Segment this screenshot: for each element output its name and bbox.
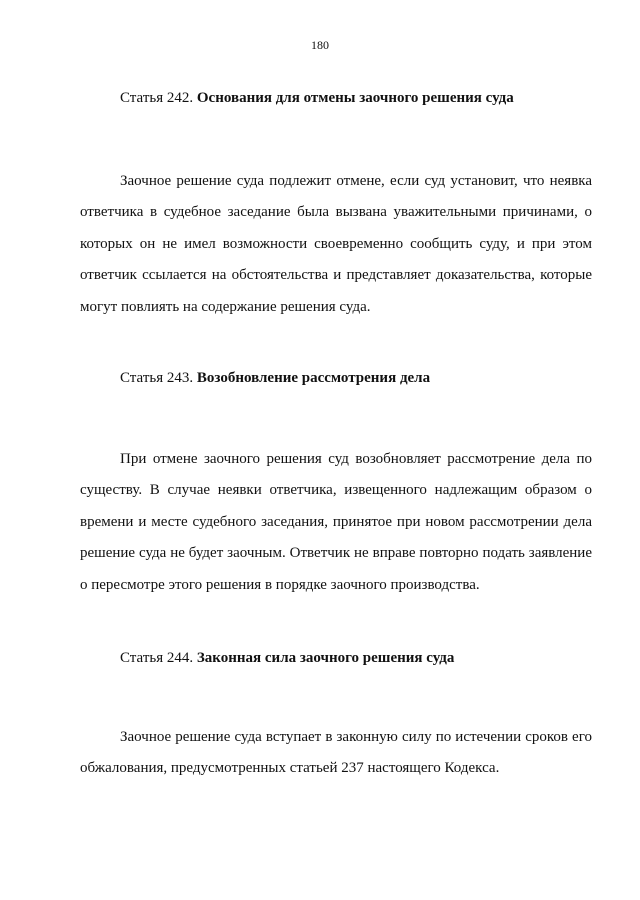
article-text: При отмене заочного решения суд возобновляет рассмотрение дела по существу. В случае неявки ответчика, извещенного надлежащим образом о времени и месте судебного заседания, принятое при новом рассмотрении дела решение суда не будет заочным. Ответчик не вправе повторно подать заявление о пересмотре этого решения в порядке заочного производства. (80, 451, 592, 593)
page-number: 180 (311, 38, 329, 52)
article-label: Статья 244. (120, 650, 194, 666)
article-title: Законная сила заочного решения суда (196, 650, 455, 666)
article-heading (0, 368, 640, 388)
article-text: Заочное решение суда подлежит отмене, если суд установит, что неявка ответчика в судебное заседание была вызвана уважительными причинами, о которых он не имел возможности своевременно сообщить суду, и при этом ответчик ссылается на обстоятельства и представляет доказательства, которые могут повлиять на содержание решения суда. (80, 173, 592, 315)
article-title: Возобновление рассмотрения дела (196, 370, 431, 386)
article-heading (0, 648, 640, 668)
article-label: Статья 243. (120, 370, 194, 386)
article-title: Основания для отмены заочного решения суда (196, 90, 514, 106)
article-244 (0, 648, 640, 785)
article-text: Заочное решение суда вступает в законную силу по истечении сроков его обжалования, предусмотренных статьей 237 настоящего Кодекса. (80, 729, 592, 777)
article-242 (0, 88, 640, 323)
article-243 (0, 368, 640, 601)
article-label: Статья 242. (120, 90, 194, 106)
article-heading (0, 88, 640, 108)
